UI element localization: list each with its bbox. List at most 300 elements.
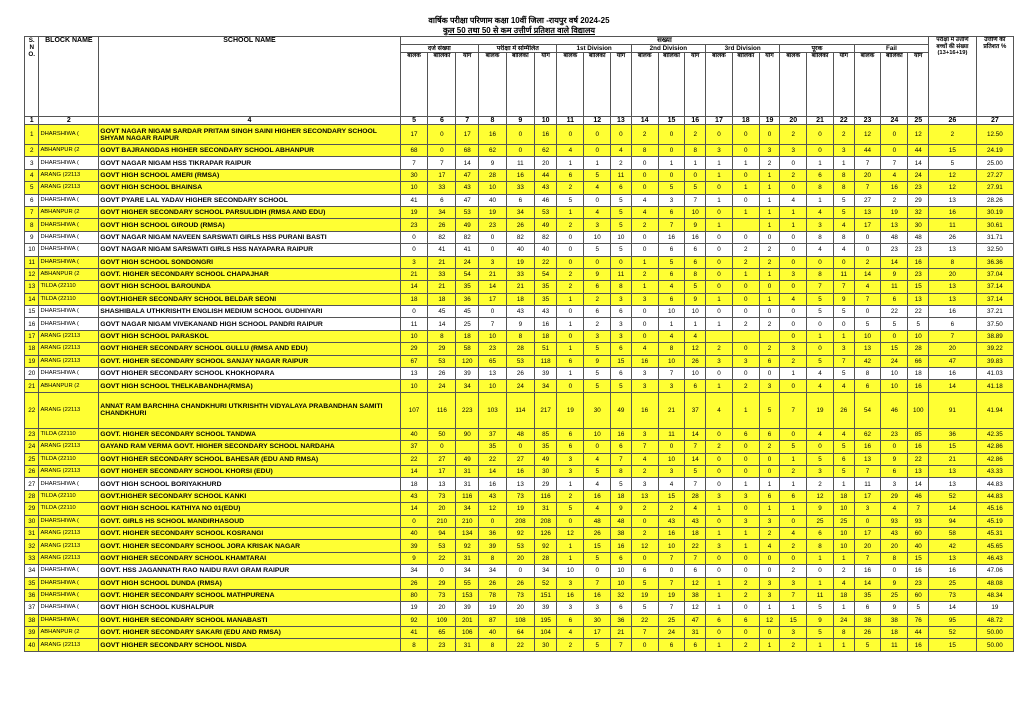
row-sno: 5: [25, 182, 39, 194]
row-value: 28.26: [976, 194, 1013, 206]
row-value: 5: [833, 306, 854, 318]
row-value: 6: [428, 194, 456, 206]
row-value: 31.71: [976, 231, 1013, 243]
row-sno: 17: [25, 330, 39, 342]
row-value: 18: [534, 330, 557, 342]
row-value: 50.00: [976, 639, 1013, 651]
row-value: 6: [706, 614, 733, 626]
row-value: 40: [400, 527, 428, 539]
row-value: 10: [479, 380, 507, 392]
row-value: 53: [456, 206, 479, 218]
row-value: 48: [506, 428, 534, 440]
row-value: 3: [557, 453, 584, 465]
row-value: 46: [534, 194, 557, 206]
row-value: 43: [534, 306, 557, 318]
row-value: 1: [557, 368, 584, 380]
row-value: 6: [658, 293, 685, 305]
row-sno: 20: [25, 368, 39, 380]
sub-col-balika: बालिका: [807, 53, 834, 117]
row-value: 5: [854, 318, 881, 330]
row-value: 41.18: [976, 380, 1013, 392]
row-value: 10: [908, 330, 929, 342]
row-value: 1: [706, 577, 733, 589]
row-value: 217: [534, 392, 557, 428]
row-value: 6: [685, 244, 706, 256]
row-value: 0: [780, 281, 807, 293]
row-sno: 26: [25, 465, 39, 477]
row-value: 116: [456, 490, 479, 502]
row-value: 44.83: [976, 490, 1013, 502]
row-value: 10: [584, 428, 611, 440]
table-row: [25, 527, 1014, 539]
row-value: 1: [584, 157, 611, 169]
row-value: 23: [881, 244, 908, 256]
row-block: ARANG (22113: [39, 527, 99, 539]
row-value: 0: [759, 368, 780, 380]
row-value: 2: [706, 343, 733, 355]
row-value: 0: [584, 565, 611, 577]
sub-col-balak: बालक: [400, 53, 428, 117]
row-sno: 28: [25, 490, 39, 502]
row-value: 34: [479, 565, 507, 577]
row-value: 8: [807, 540, 834, 552]
row-value: 106: [456, 627, 479, 639]
row-school-name: GOVT. HIGHER SECONDARY SCHOOL JORA KRISAK NAGAR: [99, 540, 400, 552]
row-value: 0: [807, 145, 834, 157]
row-value: 28: [506, 343, 534, 355]
row-sno: 11: [25, 256, 39, 268]
row-value: 0: [759, 465, 780, 477]
row-value: 3: [557, 602, 584, 614]
row-value: 19: [479, 206, 507, 218]
row-value: 3: [706, 490, 733, 502]
row-value: 49: [534, 219, 557, 231]
row-block: ABHANPUR (2: [39, 145, 99, 157]
row-school-name: ANNAT RAM BARCHIHA CHANDKHURI UTKRISHTH VIDYALAYA PRABANDHAN SAMITI CHANDKHURI: [99, 392, 400, 428]
row-value: 6: [759, 428, 780, 440]
row-value: 13: [929, 194, 976, 206]
row-value: 27.91: [976, 182, 1013, 194]
row-value: 0: [400, 515, 428, 527]
row-value: 29: [908, 194, 929, 206]
row-value: 40: [479, 194, 507, 206]
row-value: 19: [400, 602, 428, 614]
row-value: 9: [506, 318, 534, 330]
row-value: 0: [881, 330, 908, 342]
row-value: 0: [854, 244, 881, 256]
col-pariksha: परीक्षा में सम्मिलित: [479, 45, 557, 53]
row-value: 0: [706, 428, 733, 440]
row-value: 5: [807, 627, 834, 639]
row-value: 13: [908, 293, 929, 305]
row-value: 1: [706, 169, 733, 181]
row-value: 85: [908, 428, 929, 440]
row-block: ARANG (22113: [39, 540, 99, 552]
row-value: 0: [807, 318, 834, 330]
row-value: 25: [807, 515, 834, 527]
row-block: TILDA (22110: [39, 490, 99, 502]
row-value: 44: [534, 169, 557, 181]
row-school-name: GOVT. GIRLS HS SCHOOL MANDIRHASOUD: [99, 515, 400, 527]
row-value: 4: [759, 540, 780, 552]
row-value: 23: [908, 268, 929, 280]
row-value: 52: [929, 627, 976, 639]
row-value: 34: [456, 503, 479, 515]
row-value: 26: [854, 627, 881, 639]
row-value: 4: [807, 380, 834, 392]
row-value: 20: [854, 540, 881, 552]
row-sno: 19: [25, 355, 39, 367]
row-value: 94: [929, 515, 976, 527]
row-value: 3: [631, 293, 658, 305]
row-value: 5: [780, 441, 807, 453]
row-value: 7: [631, 627, 658, 639]
row-value: 28: [534, 552, 557, 564]
row-value: 1: [780, 453, 807, 465]
row-value: 17: [584, 627, 611, 639]
row-value: 30.61: [976, 219, 1013, 231]
row-value: 82: [428, 231, 456, 243]
row-value: 18: [908, 368, 929, 380]
table-row: [25, 231, 1014, 243]
row-value: 2: [759, 441, 780, 453]
row-value: 23: [908, 577, 929, 589]
row-value: 16: [506, 169, 534, 181]
row-value: 7: [658, 368, 685, 380]
row-value: 4: [706, 392, 733, 428]
row-value: 5: [854, 639, 881, 651]
row-value: 42.86: [976, 453, 1013, 465]
column-number-row: [25, 117, 1014, 125]
row-value: 4: [631, 343, 658, 355]
row-value: 8: [833, 627, 854, 639]
row-sno: 13: [25, 281, 39, 293]
row-value: 9: [881, 268, 908, 280]
row-value: 2: [584, 318, 611, 330]
row-value: 41: [400, 194, 428, 206]
row-value: 12: [854, 125, 881, 145]
table-row: [25, 428, 1014, 440]
row-value: 0: [631, 244, 658, 256]
row-value: 1: [557, 293, 584, 305]
row-value: 6: [611, 441, 632, 453]
row-value: 17: [456, 125, 479, 145]
row-value: 13: [908, 465, 929, 477]
row-value: 0: [780, 182, 807, 194]
table-row: [25, 281, 1014, 293]
row-value: 1: [631, 256, 658, 268]
row-value: 8: [807, 268, 834, 280]
row-value: 19: [479, 602, 507, 614]
row-school-name: GOVT NAGAR NIGAM HSS TIKRAPAR RAIPUR: [99, 157, 400, 169]
row-value: 23: [428, 639, 456, 651]
row-value: 0: [780, 231, 807, 243]
row-sno: 18: [25, 343, 39, 355]
row-value: 0: [400, 306, 428, 318]
table-row: [25, 355, 1014, 367]
row-value: 14: [854, 268, 881, 280]
row-value: 30: [400, 169, 428, 181]
row-value: 6: [584, 281, 611, 293]
row-value: 5: [929, 157, 976, 169]
row-value: 7: [658, 577, 685, 589]
row-value: 4: [833, 219, 854, 231]
row-value: 23: [881, 428, 908, 440]
row-value: 1: [732, 157, 759, 169]
row-value: 6: [833, 453, 854, 465]
row-value: 0: [881, 565, 908, 577]
row-value: [732, 330, 759, 342]
row-value: 1: [706, 293, 733, 305]
row-block: DHARSHIWA (: [39, 515, 99, 527]
row-value: 24.19: [976, 145, 1013, 157]
row-value: 15: [780, 614, 807, 626]
row-value: 1: [557, 478, 584, 490]
row-block: ABHANPUR (2: [39, 380, 99, 392]
row-school-name: GOVT HIGH SCHOOL BAROUNDA: [99, 281, 400, 293]
row-value: 44: [908, 145, 929, 157]
table-row: [25, 330, 1014, 342]
row-value: 2: [780, 465, 807, 477]
row-value: 9: [685, 219, 706, 231]
row-block: ARANG (22113: [39, 392, 99, 428]
row-block: DHARSHIWA (: [39, 244, 99, 256]
row-value: 104: [534, 627, 557, 639]
table-row: [25, 268, 1014, 280]
row-value: 0: [706, 368, 733, 380]
row-value: 11: [881, 639, 908, 651]
row-value: 0: [780, 256, 807, 268]
row-value: 2: [557, 182, 584, 194]
row-block: DHARSHIWA (: [39, 194, 99, 206]
row-value: 14: [908, 478, 929, 490]
row-value: 2: [780, 639, 807, 651]
row-value: 6: [807, 527, 834, 539]
row-value: 60: [908, 527, 929, 539]
row-value: 37.04: [976, 268, 1013, 280]
row-value: 6: [685, 639, 706, 651]
row-value: 0: [506, 565, 534, 577]
row-value: 82: [456, 231, 479, 243]
row-value: 36: [479, 527, 507, 539]
row-block: DHARSHIWA (: [39, 614, 99, 626]
row-value: 3: [658, 194, 685, 206]
row-value: 26: [428, 368, 456, 380]
row-value: 10: [881, 380, 908, 392]
row-value: 17: [479, 293, 507, 305]
row-value: 26: [929, 231, 976, 243]
row-block: TILDA (22110: [39, 281, 99, 293]
row-value: 16: [534, 125, 557, 145]
row-value: 12: [908, 125, 929, 145]
row-value: 34: [456, 380, 479, 392]
row-value: 16: [929, 565, 976, 577]
row-value: 41.03: [976, 368, 1013, 380]
row-value: 0: [611, 256, 632, 268]
row-value: 5: [584, 343, 611, 355]
row-value: 37.21: [976, 306, 1013, 318]
row-value: 116: [534, 490, 557, 502]
row-value: 0: [706, 256, 733, 268]
row-value: 9: [881, 602, 908, 614]
row-school-name: GOVT NAGAR NIGAM NAVEEN SARSWATI GIRLS HSS PURANI BASTI: [99, 231, 400, 243]
row-value: 2: [611, 157, 632, 169]
row-value: 27.27: [976, 169, 1013, 181]
row-value: 5: [611, 478, 632, 490]
row-value: 34: [400, 565, 428, 577]
row-value: 3: [557, 577, 584, 589]
row-value: 40: [908, 540, 929, 552]
row-value: 55: [456, 577, 479, 589]
row-value: 1: [807, 194, 834, 206]
row-school-name: GOVT HIGH SCHOOL KUSHALPUR: [99, 602, 400, 614]
row-value: 3: [732, 355, 759, 367]
row-value: 10: [400, 330, 428, 342]
row-sno: 15: [25, 306, 39, 318]
table-row: [25, 219, 1014, 231]
row-value: 7: [833, 281, 854, 293]
row-sno: 36: [25, 589, 39, 601]
row-value: 22: [908, 453, 929, 465]
col-passed: परीक्षा में उत्तीर्ण बच्चों की संख्या (13+16+19): [929, 37, 976, 117]
row-sno: 6: [25, 194, 39, 206]
row-value: 48: [908, 231, 929, 243]
row-value: 60: [908, 589, 929, 601]
row-value: 17: [400, 125, 428, 145]
row-value: 46: [908, 490, 929, 502]
row-value: 30: [908, 219, 929, 231]
row-value: 7: [611, 453, 632, 465]
row-value: 4: [807, 206, 834, 218]
row-value: 4: [685, 503, 706, 515]
table-row: [25, 589, 1014, 601]
row-value: 20: [854, 169, 881, 181]
row-value: 0: [584, 441, 611, 453]
row-value: 53: [534, 206, 557, 218]
row-value: 65: [428, 627, 456, 639]
row-value: 6: [658, 268, 685, 280]
row-value: 11: [807, 589, 834, 601]
column-number: 27: [976, 117, 1013, 125]
row-value: 49: [456, 219, 479, 231]
row-value: 3: [780, 577, 807, 589]
row-value: 43: [658, 515, 685, 527]
row-value: 11: [881, 281, 908, 293]
row-value: 4: [611, 145, 632, 157]
row-value: 11: [929, 219, 976, 231]
row-value: 36: [611, 614, 632, 626]
row-value: 6: [685, 565, 706, 577]
sub-col-yog: योग: [833, 53, 854, 117]
row-value: 39: [534, 368, 557, 380]
row-value: 116: [428, 392, 456, 428]
row-value: 5: [908, 318, 929, 330]
sub-col-yog: योग: [685, 53, 706, 117]
row-value: 24: [506, 380, 534, 392]
row-value: 0: [557, 330, 584, 342]
row-value: 9: [685, 293, 706, 305]
row-value: 6: [929, 318, 976, 330]
row-value: 6: [685, 256, 706, 268]
row-value: 20: [506, 552, 534, 564]
row-value: 3: [780, 627, 807, 639]
row-value: 14: [908, 157, 929, 169]
row-value: 1: [759, 293, 780, 305]
row-value: 13: [929, 478, 976, 490]
row-value: 37: [479, 428, 507, 440]
row-value: 9: [479, 157, 507, 169]
row-value: 0: [557, 306, 584, 318]
table-row: [25, 478, 1014, 490]
row-value: 31: [456, 478, 479, 490]
row-value: 2: [557, 281, 584, 293]
row-value: 1: [732, 478, 759, 490]
row-value: 18: [456, 330, 479, 342]
row-value: 6: [611, 368, 632, 380]
row-value: 39.83: [976, 355, 1013, 367]
row-value: 53: [428, 540, 456, 552]
row-value: 0: [706, 453, 733, 465]
row-value: 0: [631, 330, 658, 342]
row-value: 1: [807, 157, 834, 169]
column-number: 23: [854, 117, 881, 125]
row-value: 9: [807, 614, 834, 626]
row-value: 3: [557, 465, 584, 477]
row-value: 16: [584, 490, 611, 502]
row-value: 6: [658, 206, 685, 218]
row-value: 42: [854, 355, 881, 367]
table-row: [25, 441, 1014, 453]
row-value: 9: [881, 577, 908, 589]
row-value: 40: [506, 244, 534, 256]
table-row: [25, 515, 1014, 527]
row-value: 0: [807, 343, 834, 355]
row-sno: 23: [25, 428, 39, 440]
row-value: 1: [759, 602, 780, 614]
table-row: [25, 256, 1014, 268]
row-value: 48.72: [976, 614, 1013, 626]
row-sno: 10: [25, 244, 39, 256]
row-value: 4: [584, 503, 611, 515]
row-value: 0: [732, 602, 759, 614]
row-value: 24: [881, 355, 908, 367]
row-school-name: GOVT HIGH SCHOOL GIROUD (RMSA): [99, 219, 400, 231]
row-value: 4: [833, 380, 854, 392]
row-value: 7: [854, 465, 881, 477]
row-value: 16: [881, 182, 908, 194]
row-value: 3: [584, 602, 611, 614]
row-value: 6: [854, 602, 881, 614]
row-value: 0: [584, 145, 611, 157]
row-value: 45.16: [976, 503, 1013, 515]
row-value: 33: [506, 268, 534, 280]
row-value: 0: [732, 627, 759, 639]
row-value: 1: [706, 318, 733, 330]
row-value: 210: [456, 515, 479, 527]
row-value: 66: [908, 355, 929, 367]
row-value: 4: [780, 527, 807, 539]
col-purak: पूरक: [780, 45, 854, 53]
row-value: 29: [400, 343, 428, 355]
row-value: 15: [611, 355, 632, 367]
row-value: 52: [929, 490, 976, 502]
row-value: 21: [479, 268, 507, 280]
row-value: 82: [506, 231, 534, 243]
row-school-name: GOVT HIGH SCHOOL DUNDA (RMSA): [99, 577, 400, 589]
row-value: 73: [428, 589, 456, 601]
row-value: 0: [631, 182, 658, 194]
row-value: 2: [759, 256, 780, 268]
